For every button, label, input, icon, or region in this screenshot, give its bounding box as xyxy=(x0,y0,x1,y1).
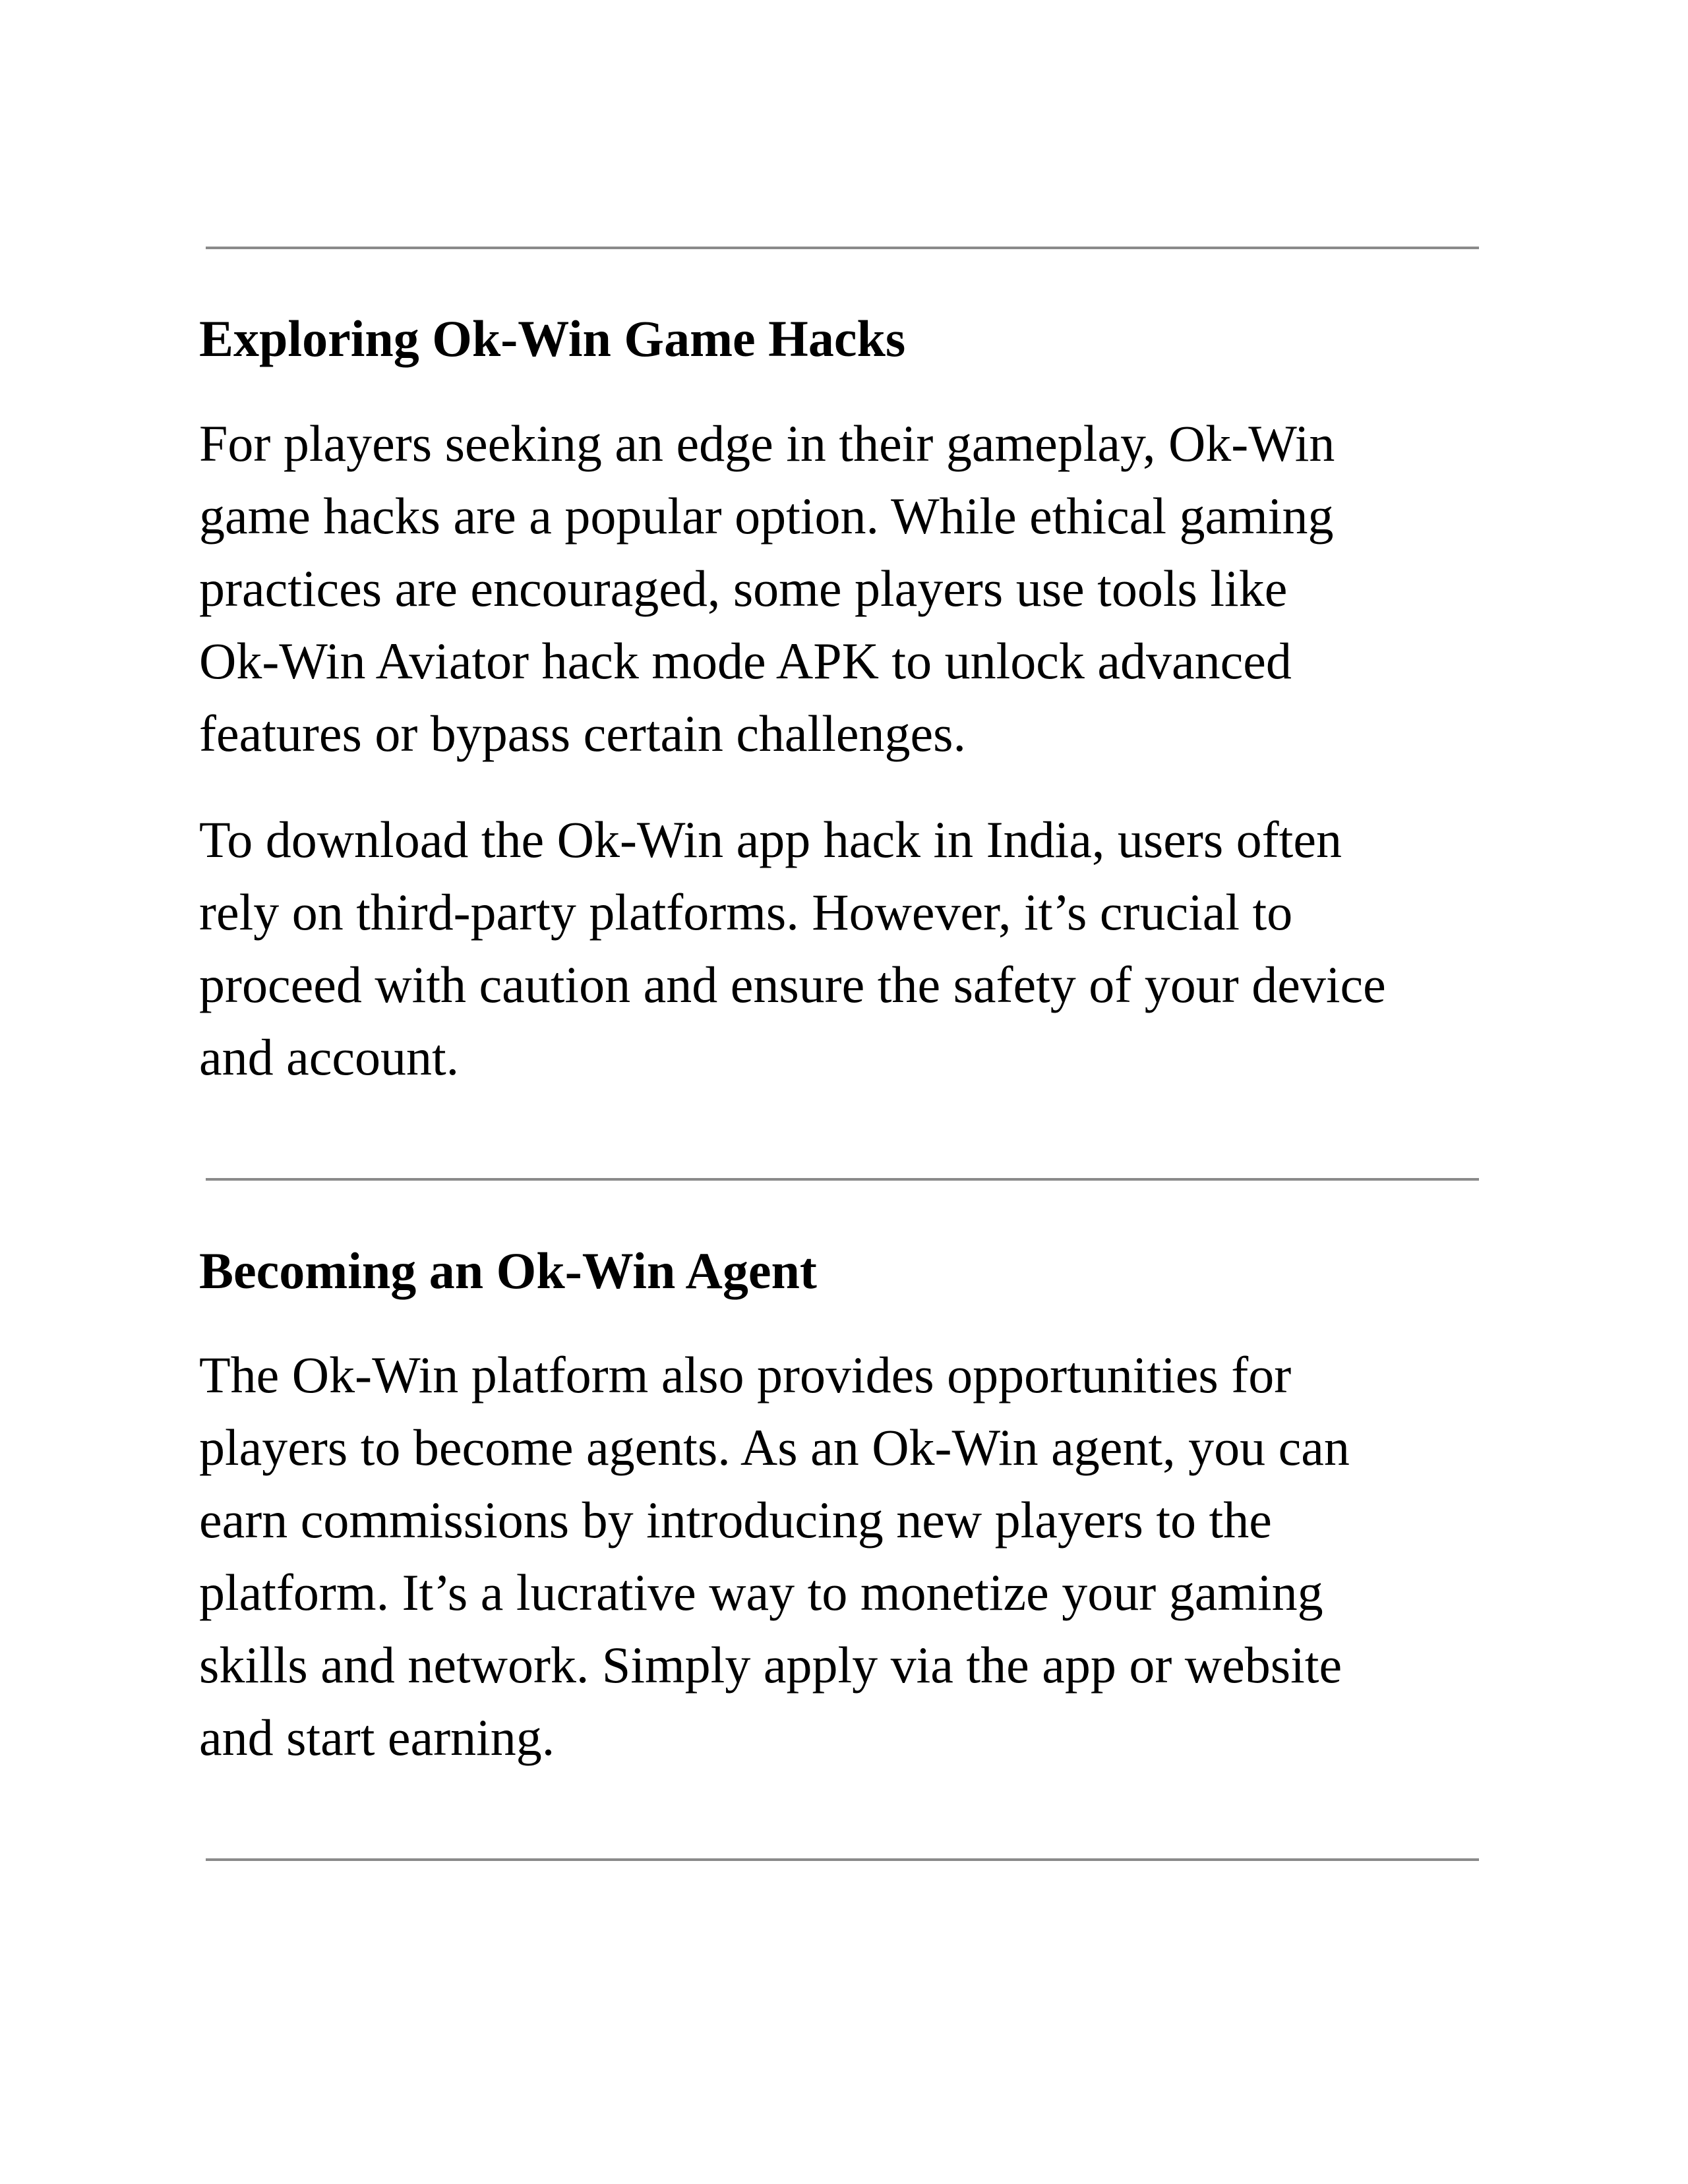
text-line: rely on third-party platforms. However, it’s crucial to xyxy=(199,883,1293,941)
text-line: proceed with caution and ensure the safety of your device xyxy=(199,956,1386,1013)
text-line: Ok-Win Aviator hack mode APK to unlock advanced xyxy=(199,632,1292,690)
text-line: practices are encouraged, some players use tools like xyxy=(199,560,1288,617)
section-heading: Exploring Ok-Win Game Hacks xyxy=(199,310,906,367)
text-line: To download the Ok-Win app hack in India, users often xyxy=(199,811,1342,868)
text-line: and start earning. xyxy=(199,1709,555,1766)
text-line: and account. xyxy=(199,1028,460,1086)
paragraph xyxy=(199,804,1386,1094)
section-heading: Becoming an Ok-Win Agent xyxy=(199,1242,817,1299)
text-line: The Ok-Win platform also provides opportunities for xyxy=(199,1346,1292,1403)
text-line: platform. It’s a lucrative way to monetize your gaming xyxy=(199,1564,1323,1621)
divider xyxy=(206,1178,1479,1181)
text-line: For players seeking an edge in their gameplay, Ok-Win xyxy=(199,415,1335,472)
paragraph xyxy=(199,1339,1350,1774)
text-line: skills and network. Simply apply via the app or website xyxy=(199,1636,1342,1694)
divider xyxy=(206,1858,1479,1861)
text-line: game hacks are a popular option. While ethical gaming xyxy=(199,487,1334,545)
text-line: earn commissions by introducing new players to the xyxy=(199,1491,1272,1549)
text-line: features or bypass certain challenges. xyxy=(199,705,966,762)
paragraph xyxy=(199,407,1335,770)
text-line: players to become agents. As an Ok-Win agent, you can xyxy=(199,1419,1350,1476)
divider xyxy=(206,247,1479,249)
